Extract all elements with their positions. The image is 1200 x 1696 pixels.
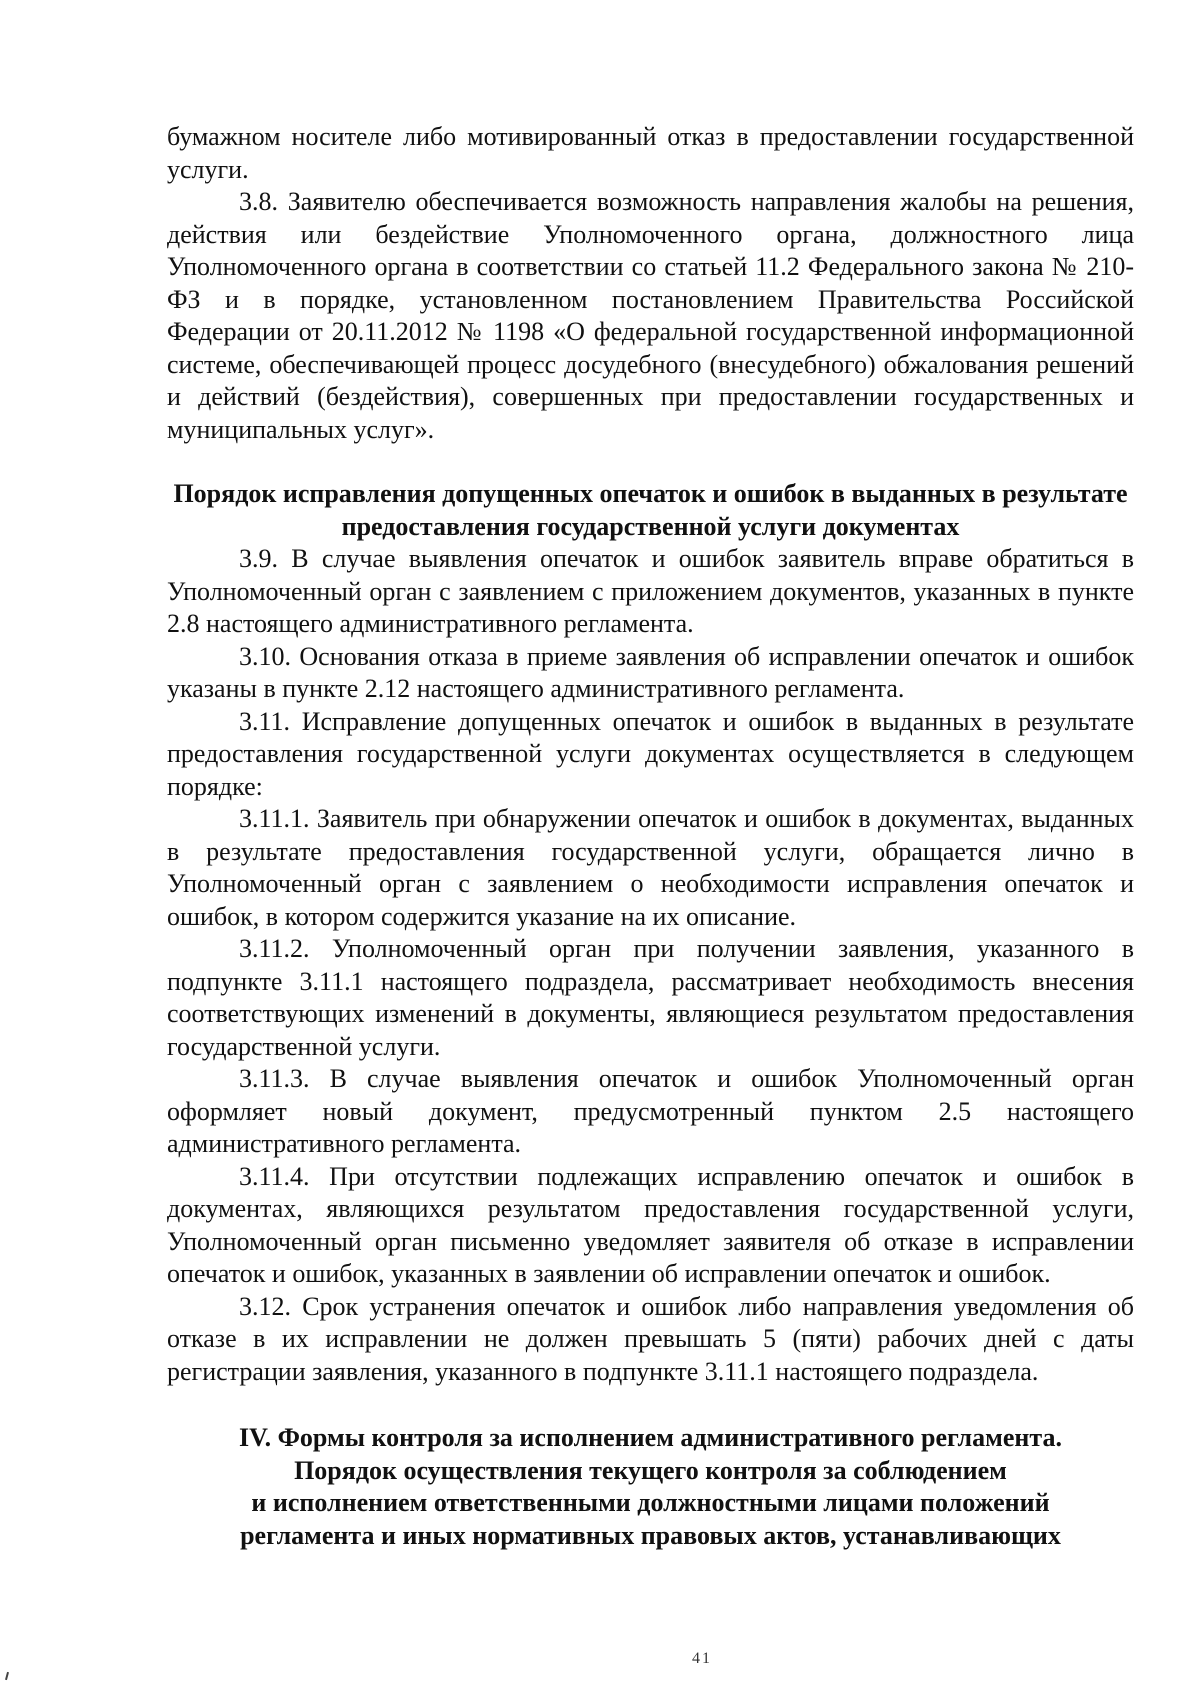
- chapter-heading-line: IV. Формы контроля за исполнением административного регламента.: [239, 1423, 1062, 1452]
- page-number: 41: [692, 1650, 712, 1667]
- chapter-heading-line: регламента и иных нормативных правовых актов, устанавливающих: [240, 1520, 1061, 1550]
- page-content: [167, 121, 1134, 1552]
- paragraph-3-8: 3.8. Заявителю обеспечивается возможность направления жалобы на решения, действия или бездействие Уполномоченного органа, должностного лица Уполномоченного органа в соответствии со статьей 11.2 Федерального закона № 210-ФЗ и в порядке, установленном постановлением Правительства Российской Федерации от 20.11.2012 № 1198 «О федеральной государственной информационной системе, обеспечивающей процесс досудебного (внесудебного) обжалования решений и действий (бездействия), совершенных при предоставлении государственных и муниципальных услуг».: [167, 187, 1134, 444]
- chapter-heading-line: Порядок осуществления текущего контроля за соблюдением: [294, 1455, 1007, 1485]
- paragraph-3-11-1: 3.11.1. Заявитель при обнаружении опечаток и ошибок в документах, выданных в результате предоставления государственной услуги, обращается лично в Уполномоченный орган с заявлением о необходимости исправления опечаток и ошибок, в котором содержится указание на их описание.: [167, 804, 1134, 931]
- section-heading-corrections: Порядок исправления допущенных опечаток и ошибок в выданных в результате предоставления государственной услуги документах: [173, 479, 1128, 541]
- paragraph-3-11-3: 3.11.3. В случае выявления опечаток и ошибок Уполномоченный орган оформляет новый документ, предусмотренный пунктом 2.5 настоящего административного регламента.: [167, 1064, 1134, 1158]
- paragraph-3-12: 3.12. Срок устранения опечаток и ошибок либо направления уведомления об отказе в их исправлении не должен превышать 5 (пяти) рабочих дней с даты регистрации заявления, указанного в подпункте 3.11.1 настоящего подраздела.: [167, 1291, 1134, 1386]
- paragraph-3-11: 3.11. Исправление допущенных опечаток и ошибок в выданных в результате предоставления государственной услуги документах осуществляется в следующем порядке:: [167, 706, 1134, 801]
- paragraph-3-11-2: 3.11.2. Уполномоченный орган при получении заявления, указанного в подпункте 3.11.1 настоящего подраздела, рассматривает необходимость внесения соответствующих изменений в документы, являющиеся результатом предоставления государственной услуги.: [167, 934, 1134, 1061]
- paragraph-3-10: 3.10. Основания отказа в приеме заявления об исправлении опечаток и ошибок указаны в пункте 2.12 настоящего административного регламента.: [167, 641, 1134, 703]
- paragraph-3-11-4: 3.11.4. При отсутствии подлежащих исправлению опечаток и ошибок в документах, являющихся результатом предоставления государственной услуги, Уполномоченный орган письменно уведомляет заявителя об отказе в исправлении опечаток и ошибок, указанных в заявлении об исправлении опечаток и ошибок.: [167, 1161, 1134, 1288]
- chapter-heading-iv: [167, 1422, 1134, 1552]
- paragraph-3-9: 3.9. В случае выявления опечаток и ошибок заявитель вправе обратиться в Уполномоченный орган с заявлением с приложением документов, указанных в пункте 2.8 настоящего административного регламента.: [167, 544, 1134, 638]
- scan-edge-mark: [5, 1672, 9, 1680]
- chapter-heading-line: и исполнением ответственными должностными лицами положений: [251, 1488, 1050, 1517]
- paragraph-continuation: бумажном носителе либо мотивированный отказ в предоставлении государственной услуги.: [167, 122, 1134, 184]
